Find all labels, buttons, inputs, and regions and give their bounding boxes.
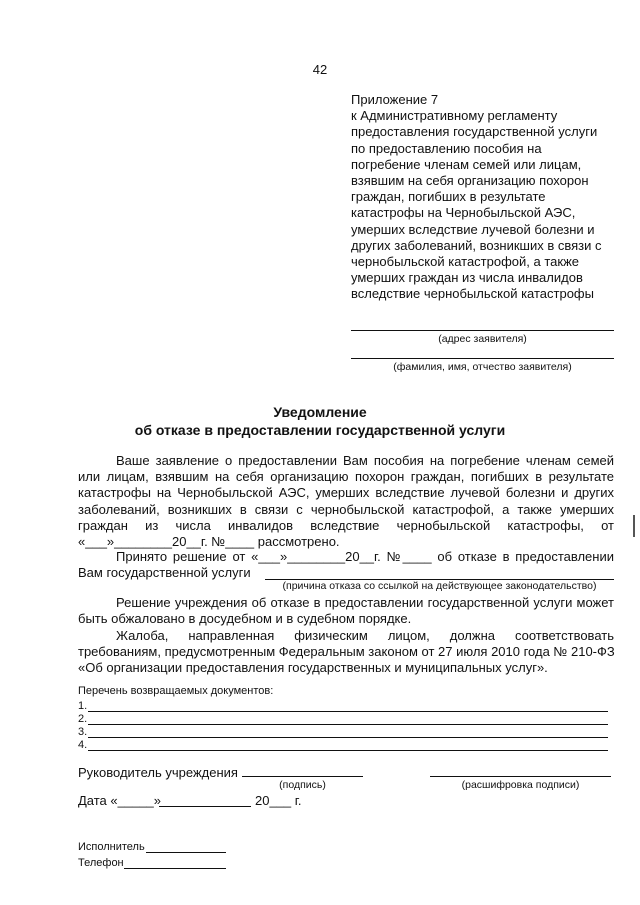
head-of-institution-label: Руководитель учреждения xyxy=(78,765,238,780)
executor-line xyxy=(146,852,226,853)
paragraph-line: требованиям, предусмотренным Федеральным законом от 27 июля 2010 года № 210-ФЗ xyxy=(78,644,615,660)
signature-caption: (подпись) xyxy=(279,779,326,791)
paragraph-line: Решение учреждения об отказе в предоставлении государственной услуги может xyxy=(116,595,614,610)
document-subtitle: об отказе в предоставлении государственной услуги xyxy=(134,422,506,438)
date-month-line xyxy=(159,806,251,807)
reason-caption: (причина отказа со ссылкой на действующее законодательство) xyxy=(282,580,597,592)
appendix-line: вследствие чернобыльской катастрофы xyxy=(351,286,594,302)
document-item-number: 2. xyxy=(78,713,88,725)
address-caption: (адрес заявителя) xyxy=(438,333,527,345)
paragraph-appeal xyxy=(78,595,614,627)
applicant-name-line xyxy=(351,358,614,359)
appendix-line: предоставления государственной услуги xyxy=(351,124,598,140)
signature-line xyxy=(242,776,363,777)
paragraph-line: быть обжаловано в досудебном и в судебном порядке. xyxy=(78,611,412,627)
appendix-line: погребение членам семей или лицам, xyxy=(351,156,582,172)
paragraph-application xyxy=(78,453,614,550)
appendix-line: умерших вследствие лучевой болезни и xyxy=(351,221,595,237)
appendix-header xyxy=(351,92,602,303)
appendix-line: катастрофы на Чернобыльской АЭС, xyxy=(351,205,576,221)
paragraph-line: «___»________20__г. №____ рассмотрено. xyxy=(78,534,340,550)
executor-label: Исполнитель xyxy=(78,841,145,853)
appendix-line: Приложение 7 xyxy=(351,92,439,107)
paragraph-line: «Об организации предоставления государственных и муниципальных услуг». xyxy=(78,660,548,676)
appendix-line: чернобыльской катастрофой, а также xyxy=(351,254,580,270)
document-item-number: 3. xyxy=(78,726,88,738)
signature-decoding-caption: (расшифровка подписи) xyxy=(461,779,580,791)
document-item-line xyxy=(88,724,608,725)
date-year: 20___ г. xyxy=(255,793,302,808)
signature-decoding-line xyxy=(430,776,611,777)
paragraph-decision xyxy=(78,549,614,565)
applicant-name-caption: (фамилия, имя, отчество заявителя) xyxy=(393,361,572,373)
scan-margin-mark xyxy=(633,515,635,537)
paragraph-line: Ваше заявление о предоставлении Вам пособия на погребение членам семей xyxy=(116,453,614,468)
returned-documents-label: Перечень возвращаемых документов: xyxy=(78,685,274,697)
appendix-line: взявшим на себя организацию похорон xyxy=(351,173,589,189)
document-item-line xyxy=(88,750,608,751)
paragraph-line: заболеваний, возникших в связи с чернобыльской катастрофой, а также умерших xyxy=(78,501,614,517)
paragraph-complaint xyxy=(78,628,614,677)
appendix-line: к Административному регламенту xyxy=(351,108,558,124)
paragraph-line: или лицам, взявшим на себя организацию похорон граждан, погибших в результате xyxy=(78,469,614,485)
page-number: 42 xyxy=(312,62,328,77)
document-item-number: 1. xyxy=(78,700,88,712)
appendix-line: других заболеваний, возникших в связи с xyxy=(351,237,602,253)
appendix-line: умерших граждан из числа инвалидов xyxy=(351,270,583,286)
document-item-line xyxy=(88,737,608,738)
paragraph-line: Принято решение от «___»________20__г. №____ об отказе в предоставлении xyxy=(116,549,614,564)
paragraph-line: граждан из числа инвалидов вследствие чернобыльской катастрофы, от xyxy=(78,517,614,533)
address-line xyxy=(351,330,614,331)
paragraph-line: катастрофы на Чернобыльской АЭС, умерших вследствие лучевой болезни и других xyxy=(78,485,614,501)
document-title: Уведомление xyxy=(273,404,367,420)
appendix-line: граждан, погибших в результате xyxy=(351,189,546,205)
phone-label: Телефон xyxy=(78,857,124,869)
date-label: Дата «_____» xyxy=(78,793,162,808)
document-item-number: 4. xyxy=(78,739,88,751)
paragraph-line: Жалоба, направленная физическим лицом, должна соответствовать xyxy=(116,628,614,643)
document-item-line xyxy=(88,711,608,712)
phone-line xyxy=(124,868,226,869)
decision-service-label: Вам государственной услуги xyxy=(78,565,251,580)
appendix-line: по предоставлению пособия на xyxy=(351,140,542,156)
